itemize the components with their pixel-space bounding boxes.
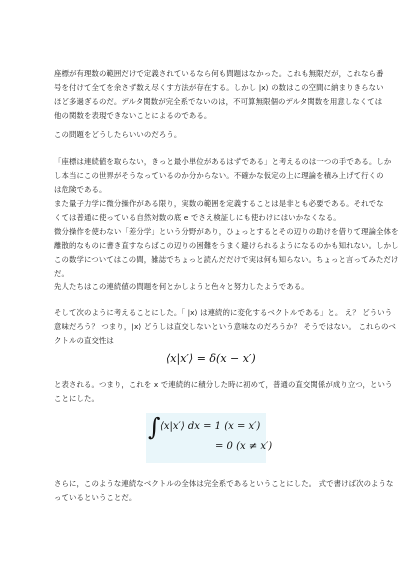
text-line: そして次のように考えることにした。「 |x⟩ は連続的に変化するベクトルである」と。 え？ どういう — [54, 308, 393, 317]
paragraph-2 — [54, 128, 360, 142]
text-line: 離散的なものに書き直すならばこの辺りの困難をうまく避けられるようになるのかも知れない。しかし — [54, 241, 399, 250]
paragraph-1 — [54, 67, 384, 123]
paragraph-7 — [54, 477, 394, 505]
text-line: だ。 — [54, 269, 69, 278]
text-line: さらに，このような連続なベクトルの全体は完全系であるということにした。 式で書けば次のような — [54, 479, 394, 488]
text-line: 「座標は連続値を取らない，きっと最小単位があるはずである」と考えるのは一つの手である。しか — [54, 157, 392, 166]
text-line: し本当にこの世界がそうなっているのか分からない。不確かな仮定の上に理論を積み上げて行くの — [54, 171, 384, 180]
text-line: は危険である。 — [54, 185, 107, 194]
text-line: 微分操作を使わない「差分学」という分野があり，ひょっとするとその辺りの助けを借りて理論全体を — [54, 227, 399, 236]
text-line: 意味だろう？ つまり，|x⟩ どうしは直交しないという意味なのだろうか？ そうではない。 これらのベ — [54, 322, 396, 331]
paragraph-3 — [54, 155, 399, 281]
text-line: この数学についてはこの間，雑誌でちょっと読んだだけで実は何も知らない。ちょっと言ってみただけ — [54, 255, 399, 264]
text-line: と表される。つまり，これを x で連続的に積分した時に初めて，普通の直交関係が成り立つ，という — [54, 380, 393, 389]
text-line: 座標が有理数の範囲だけで定義されているなら何も問題はなかった。これも無限だが，これなら番 — [54, 69, 384, 78]
text-line: ことにした。 — [54, 394, 99, 403]
integral-equation-line-1: ⟨x|x′⟩ dx = 1 (x = x′) — [160, 421, 261, 432]
paragraph-5 — [54, 306, 396, 348]
text-line: この問題をどうしたらいいのだろう。 — [54, 130, 182, 139]
integral-equation-line-2: = 0 (x ≠ x′) — [215, 441, 273, 452]
paragraph-4 — [54, 280, 360, 294]
text-line: くては普通に使っている自然対数の底 e でさえ検証しにも使わけにはいかなくなる。 — [54, 213, 341, 222]
text-line: また量子力学に微分操作がある限り，実数の範囲を定義することは是非とも必要である。それでな — [54, 199, 384, 208]
text-line: 他の関数を表現できないことによるのである。 — [54, 111, 212, 120]
integral-sign: ∫ — [148, 413, 161, 441]
text-line: 号を付けて全てを余さず数え尽くす方法が存在する。しかし |x⟩ の数はこの空間に納まりきらない — [54, 83, 384, 92]
text-line: 先人たちはこの連続値の問題を何とかしようと色々と努力したようである。 — [54, 282, 309, 291]
orthogonality-equation: ⟨x|x′⟩ = δ(x − x′) — [166, 352, 256, 365]
text-line: ほど多過ぎるのだ。デルタ関数が完全系でないのは，不可算無限個のデルタ関数を用意しなくては — [54, 97, 383, 106]
paragraph-6 — [54, 378, 393, 406]
text-line: クトルの直交性は — [54, 336, 114, 345]
text-line: っているということだ。 — [54, 493, 137, 502]
